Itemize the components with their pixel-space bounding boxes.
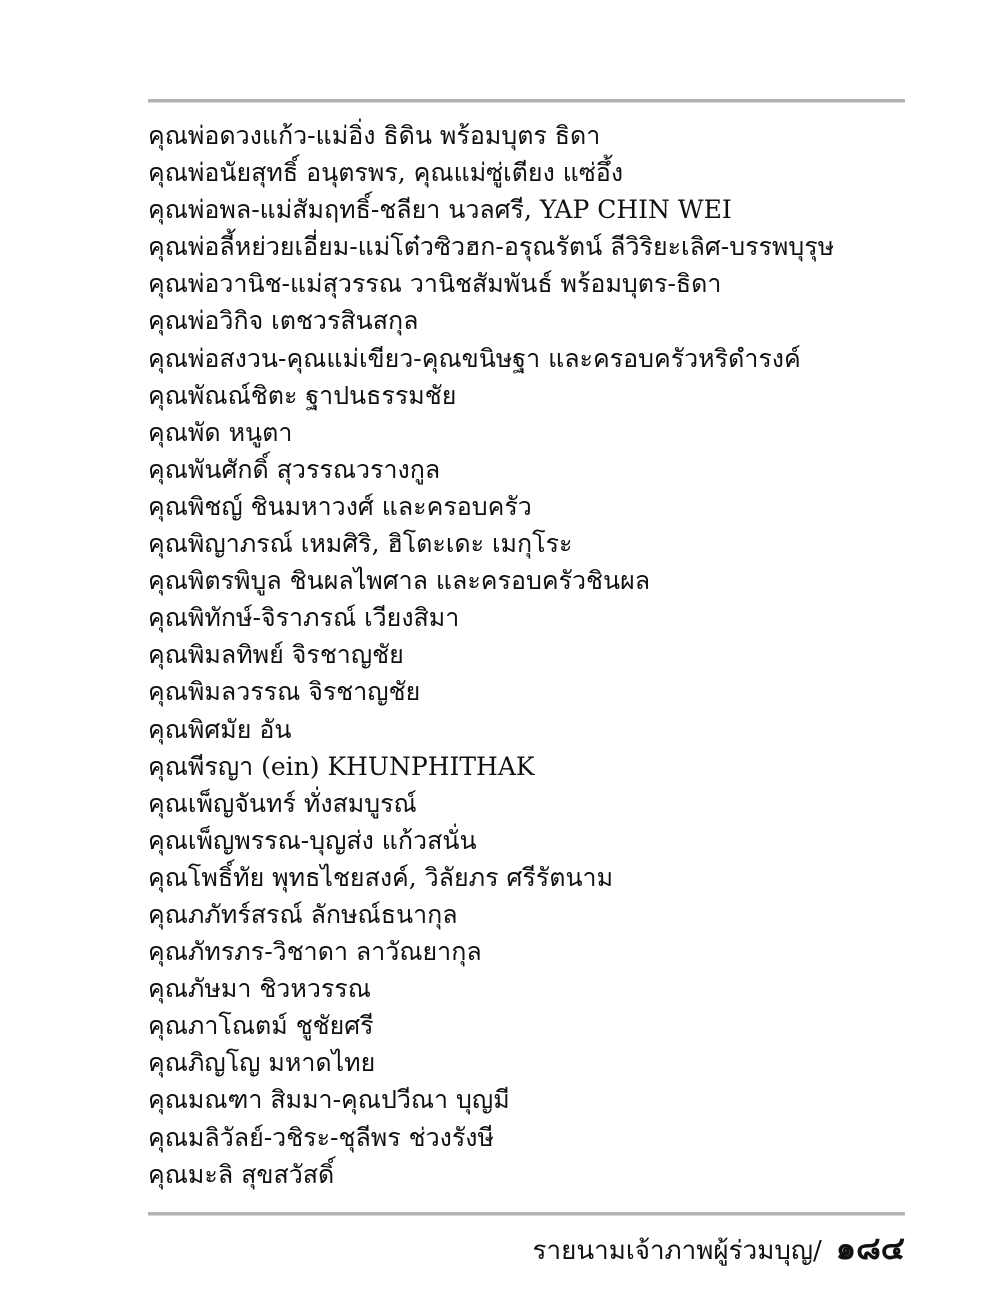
list-item: คุณพิญาภรณ์ เหมศิริ, ฮิโตะเดะ เมกุโระ xyxy=(148,529,573,559)
list-item: คุณพ่อวิกิจ เตชวรสินสกุล xyxy=(148,306,419,336)
list-item: คุณเพ็ญพรรณ-บุญส่ง แก้วสนั่น xyxy=(148,825,477,855)
top-divider xyxy=(148,99,905,103)
list-item: คุณพ่อสงวน-คุณแม่เขียว-คุณขนิษฐา และครอบครัวหริดำรงค์ xyxy=(148,343,801,373)
list-item: คุณพัณณ์ชิตะ ฐาปนธรรมชัย xyxy=(148,380,457,410)
list-item: คุณภภัทร์สรณ์ ลักษณ์ธนากุล xyxy=(148,899,458,929)
list-item: คุณภัษมา ชิวหวรรณ xyxy=(148,974,371,1004)
list-item: คุณพิทักษ์-จิราภรณ์ เวียงสิมา xyxy=(148,603,460,633)
list-item: คุณพ่อดวงแก้ว-แม่อิ่ง ธิดิน พร้อมบุตร ธิดา xyxy=(148,121,601,150)
list-item: คุณภิญโญ มหาดไทย xyxy=(148,1048,376,1078)
list-item: คุณภัทรภร-วิชาดา ลาวัณยากุล xyxy=(148,937,482,967)
page-number: ๑๘๔ xyxy=(835,1229,905,1267)
list-item: คุณพิตรพิบูล ชินผลไพศาล และครอบครัวชินผล xyxy=(148,566,651,596)
list-item: คุณพิมลวรรณ จิรชาญชัย xyxy=(148,677,421,707)
list-item: คุณพ่อลี้หย่วยเอี่ยม-แม่โต๋วซิวฮก-อรุณรัตน์ ลีวิริยะเลิศ-บรรพบุรุษ xyxy=(148,232,835,262)
footer-title: รายนามเจ้าภาพผู้ร่วมบุญ/ xyxy=(532,1236,822,1266)
donor-name-list xyxy=(148,117,905,1193)
list-item: คุณพ่อพล-แม่สัมฤทธิ์-ชลียา นวลศรี, YAP CHIN WEI xyxy=(148,195,732,225)
list-item: คุณพิชญ์ ชินมหาวงศ์ และครอบครัว xyxy=(148,491,532,521)
list-item: คุณโพธิ์ทัย พุทธไชยสงค์, วิลัยภร ศรีรัตนาม xyxy=(148,862,614,892)
list-item: คุณภาโณตม์ ชูชัยศรี xyxy=(148,1011,374,1041)
list-item: คุณมะลิ สุขสวัสดิ์ xyxy=(148,1159,335,1189)
list-item: คุณพ่อนัยสุทธิ์ อนุตรพร, คุณแม่ซู่เตียง แซ่อึ้ง xyxy=(148,158,624,188)
list-item: คุณพ่อวานิช-แม่สุวรรณ วานิชสัมพันธ์ พร้อมบุตร-ธิดา xyxy=(148,269,722,299)
list-item: คุณมณฑา สิมมา-คุณปวีณา บุญมี xyxy=(148,1085,510,1115)
bottom-divider xyxy=(148,1212,905,1216)
list-item: คุณพีรญา (ein) KHUNPHITHAK xyxy=(148,751,535,781)
list-item: คุณพิศมัย อัน xyxy=(148,714,292,744)
page-footer xyxy=(533,1223,905,1267)
list-item: คุณพันศักดิ์ สุวรรณวรางกูล xyxy=(148,454,441,484)
list-item: คุณเพ็ญจันทร์ ทั่งสมบูรณ์ xyxy=(148,788,417,818)
list-item: คุณมลิวัลย์-วชิระ-ชุลีพร ช่วงรังษี xyxy=(148,1122,494,1152)
list-item: คุณพิมลทิพย์ จิรชาญชัย xyxy=(148,640,404,670)
list-item: คุณพัด หนูตา xyxy=(148,417,293,447)
